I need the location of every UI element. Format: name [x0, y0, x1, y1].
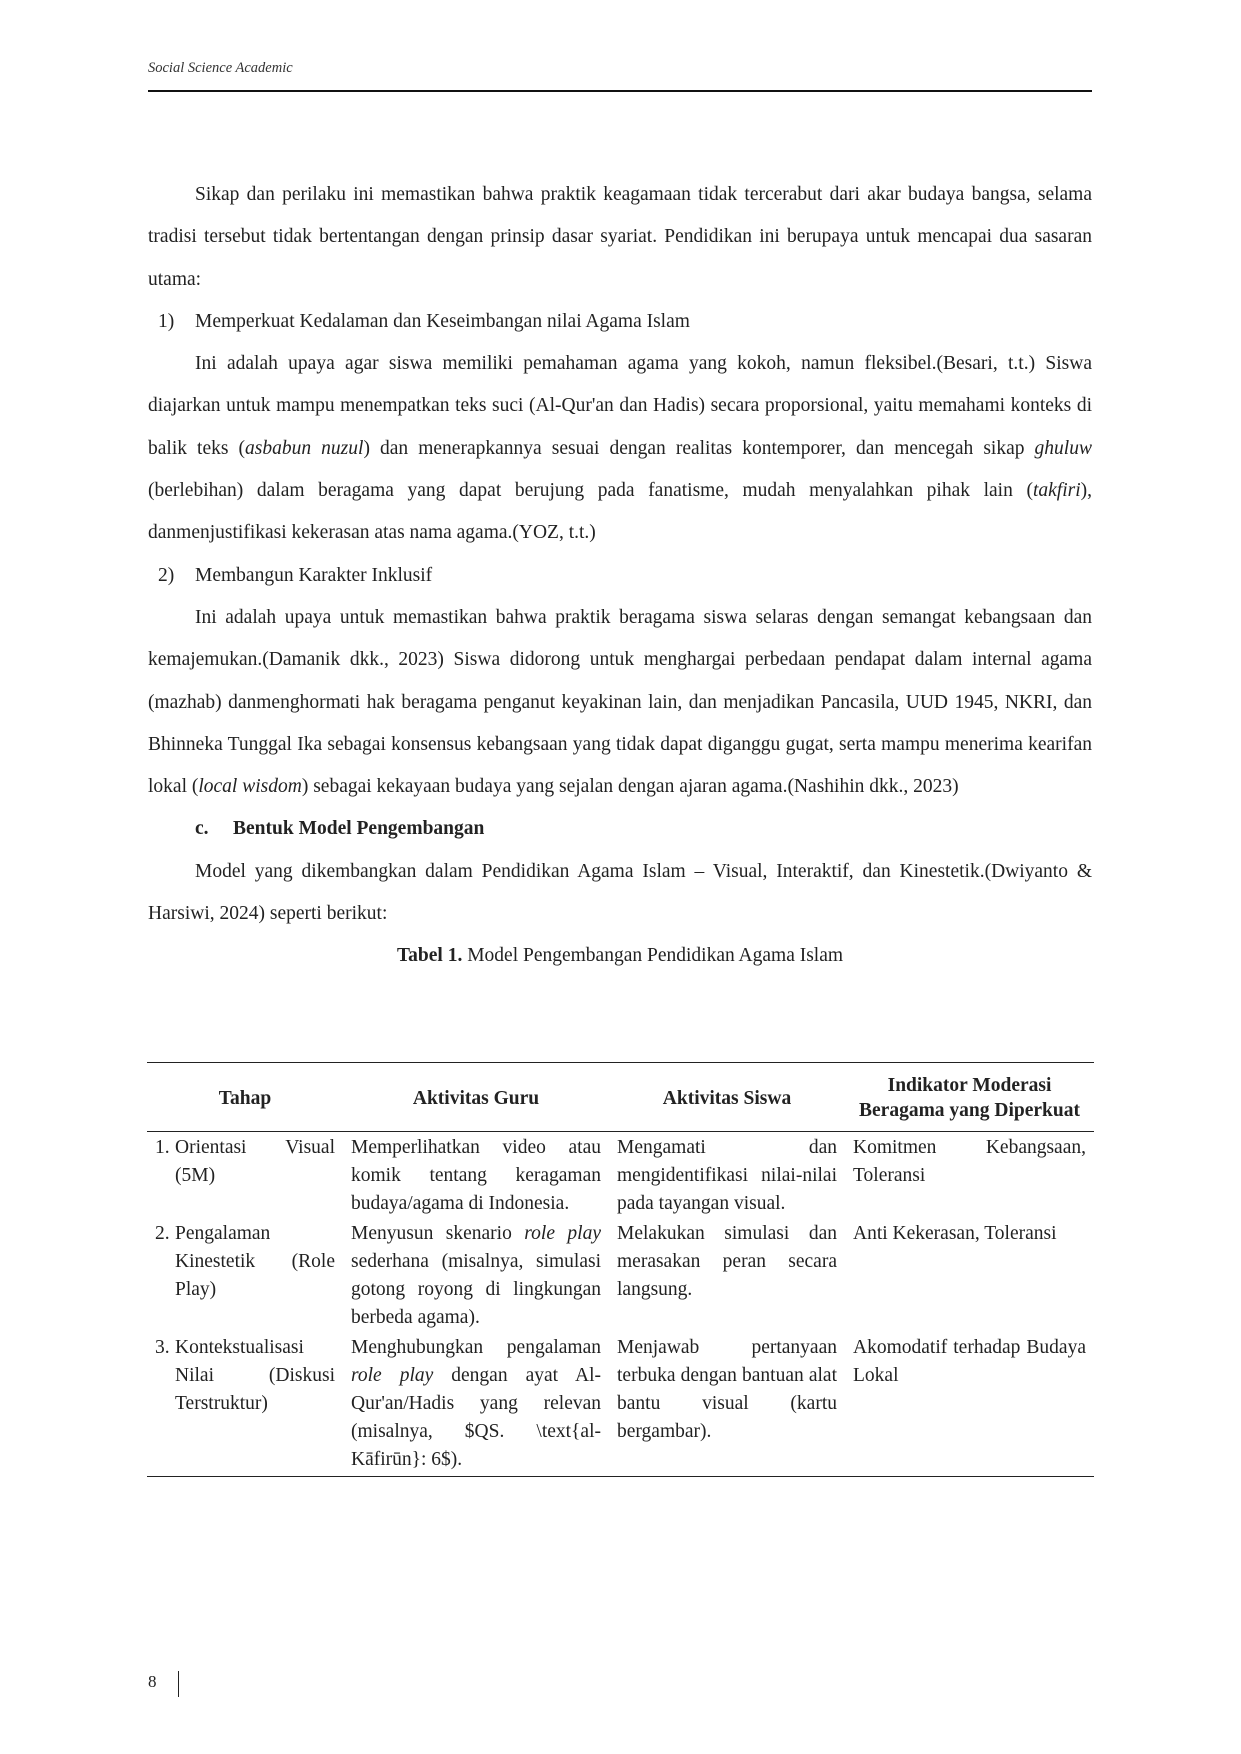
page-number: 8 [148, 1672, 157, 1691]
text-segment: Menghubungkan pengalaman [351, 1337, 601, 1358]
stage-name: Pengalaman Kinestetik (Role Play) [175, 1223, 335, 1300]
text-segment: dengan ayat Al-Qur'an/Hadis yang relevan (misalnya, $QS. \text{al-Kāfirūn}: 6$). [351, 1365, 601, 1470]
italic-term: role play [524, 1223, 601, 1244]
stage-number: 2. [155, 1223, 170, 1244]
list-item-text: Membangun Karakter Inklusif [195, 564, 433, 586]
section-title: Bentuk Model Pengembangan [233, 818, 485, 840]
table-header-row [147, 1063, 1094, 1132]
cell-indikator: Anti Kekerasan, Toleransi [853, 1223, 1057, 1244]
text-segment: Menyusun skenario [351, 1223, 525, 1244]
paragraph-3 [148, 597, 1092, 808]
list-item-2 [148, 555, 1092, 597]
header-tahap: Tahap [147, 1063, 343, 1132]
text-segment: sederhana (misalnya, simulasi gotong royong di lingkungan berbeda agama). [351, 1251, 601, 1328]
cell-indikator: Komitmen Kebangsaan, Toleransi [853, 1137, 1086, 1186]
paragraph-2 [148, 343, 1092, 554]
table-label: Tabel 1. [396, 945, 463, 967]
italic-term: asbabun nuzul [245, 437, 364, 459]
table-row [147, 1332, 1094, 1477]
stage-number: 1. [155, 1137, 170, 1158]
body-text [148, 174, 1092, 978]
table-caption-text: Model Pengembangan Pendidikan Agama Islam [462, 945, 844, 967]
table-row [147, 1132, 1094, 1219]
text-segment: (berlebihan) dalam beragama yang dapat berujung pada fanatisme, mudah menyalahkan pihak lain ( [148, 480, 1033, 502]
text-segment: Ini adalah upaya agar siswa memiliki pemahaman agama yang kokoh, namun fleksibel.(Besari, t.t.) Siswa diajarkan untuk mampu menempatkan teks suci (Al-Qur'an dan Hadis) secara proporsional, yaitu memahami konteks di balik teks ( [148, 353, 1092, 459]
running-header: Social Science Academic [148, 60, 293, 76]
header-aktivitas-guru: Aktivitas Guru [343, 1063, 609, 1132]
table-row [147, 1218, 1094, 1332]
stage-name: Kontekstualisasi Nilai (Diskusi Terstruktur) [175, 1337, 335, 1414]
cell-guru: Memperlihatkan video atau komik tentang keragaman budaya/agama di Indonesia. [351, 1137, 601, 1214]
list-number: 1) [158, 310, 175, 332]
header-aktivitas-siswa: Aktivitas Siswa [609, 1063, 845, 1132]
cell-siswa: Menjawab pertanyaan terbuka dengan bantuan alat bantu visual (kartu bergambar). [617, 1337, 837, 1442]
cell-guru [343, 1218, 609, 1332]
cell-guru [343, 1332, 609, 1477]
italic-term: role play [351, 1365, 434, 1386]
text-segment: ) dan menerapkannya sesuai dengan realitas kontemporer, dan mencegah sikap [363, 437, 1035, 459]
italic-term: takfiri [1032, 480, 1081, 502]
cell-siswa: Mengamati dan mengidentifikasi nilai-nilai pada tayangan visual. [617, 1137, 837, 1214]
cell-stage [147, 1218, 343, 1332]
table-caption [148, 935, 1092, 977]
text-segment: ), danmenjustifikasi kekerasan atas nama agama.(YOZ, t.t.) [148, 480, 1092, 544]
development-model-table [147, 1062, 1094, 1477]
cell-stage [147, 1132, 343, 1219]
list-number: 2) [158, 564, 175, 586]
cell-indikator: Akomodatif terhadap Budaya Lokal [853, 1337, 1086, 1386]
table-container [147, 1062, 1094, 1477]
section-letter: c. [195, 818, 209, 840]
cell-siswa: Melakukan simulasi dan merasakan peran secara langsung. [617, 1223, 837, 1300]
cell-stage [147, 1332, 343, 1477]
list-item-text: Memperkuat Kedalaman dan Keseimbangan nilai Agama Islam [195, 310, 690, 332]
list-item-1 [148, 301, 1092, 343]
italic-term: local wisdom [198, 776, 302, 798]
stage-number: 3. [155, 1337, 170, 1358]
paragraph-4: Model yang dikembangkan dalam Pendidikan Agama Islam – Visual, Interaktif, dan Kinestetik.(Dwiyanto & Harsiwi, 2024) seperti berikut: [148, 860, 1092, 925]
italic-term: ghuluw [1034, 437, 1092, 459]
paragraph-1: Sikap dan perilaku ini memastikan bahwa praktik keagamaan tidak tercerabut dari akar budaya bangsa, selama tradisi tersebut tidak bertentangan dengan prinsip dasar syariat. Pendidikan ini berupaya untuk mencapai dua sasaran utama: [148, 184, 1092, 290]
page-number-divider [178, 1671, 179, 1697]
header-indikator: Indikator Moderasi Beragama yang Diperkuat [845, 1063, 1094, 1132]
header-rule [148, 90, 1092, 92]
stage-name: Orientasi Visual (5M) [175, 1137, 335, 1186]
text-segment: Ini adalah upaya untuk memastikan bahwa praktik beragama siswa selaras dengan semangat kebangsaan dan kemajemukan.(Damanik dkk., 2023) Siswa didorong untuk menghargai perbedaan pendapat dalam internal agama (mazhab) danmenghormati hak beragama penganut keyakinan lain, dan menjadikan Pancasila, UUD 1945, NKRI, dan Bhinneka Tunggal Ika sebagai konsensus kebangsaan yang tidak dapat diganggu gugat, serta mampu menerima kearifan lokal ( [148, 606, 1092, 798]
section-heading [148, 808, 1092, 850]
text-segment: ) sebagai kekayaan budaya yang sejalan dengan ajaran agama.(Nashihin dkk., 2023) [301, 776, 959, 798]
